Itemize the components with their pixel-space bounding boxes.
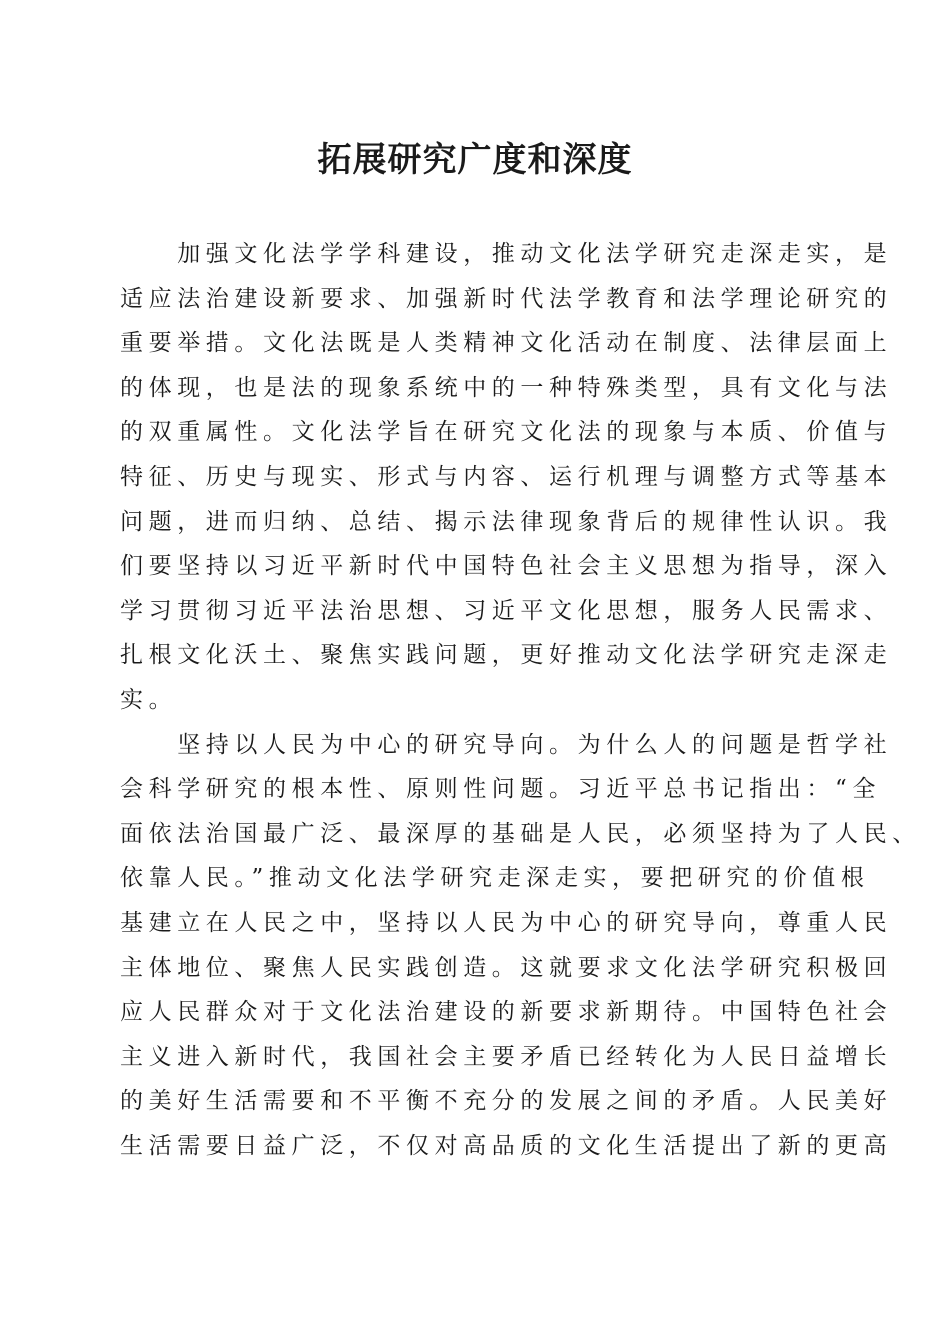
text-line: 面依法治国最广泛、最深厚的基础是人民，必须坚持为了人民、 bbox=[120, 820, 921, 847]
text-line: 依靠人民。”推动文化法学研究走深走实，要把研究的价值根 bbox=[120, 865, 870, 892]
paragraph-2 bbox=[120, 723, 921, 1169]
text-line: 问题，进而归纳、总结、揭示法律现象背后的规律性认识。我 bbox=[120, 508, 893, 535]
text-line: 的体现，也是法的现象系统中的一种特殊类型，具有文化与法 bbox=[120, 374, 893, 401]
text-line: 们要坚持以习近平新时代中国特色社会主义思想为指导，深入 bbox=[120, 553, 893, 580]
text-line: 加强文化法学学科建设，推动文化法学研究走深走实，是 bbox=[120, 241, 893, 267]
text-line: 基建立在人民之中，坚持以人民为中心的研究导向，尊重人民 bbox=[120, 909, 893, 936]
text-line: 的美好生活需要和不平衡不充分的发展之间的矛盾。人民美好 bbox=[120, 1088, 893, 1115]
paragraph-1 bbox=[120, 232, 893, 723]
text-line: 主义进入新时代，我国社会主要矛盾已经转化为人民日益增长 bbox=[120, 1043, 893, 1070]
text-line: 扎根文化沃土、聚焦实践问题，更好推动文化法学研究走深走 bbox=[120, 642, 893, 669]
document-body bbox=[120, 232, 921, 1168]
document-title: 拓展研究广度和深度 bbox=[317, 140, 633, 180]
text-line: 学习贯彻习近平法治思想、习近平文化思想，服务人民需求、 bbox=[120, 597, 893, 624]
text-line: 应人民群众对于文化法治建设的新要求新期待。中国特色社会 bbox=[120, 999, 893, 1026]
text-line: 适应法治建设新要求、加强新时代法学教育和法学理论研究的 bbox=[120, 285, 893, 312]
text-line: 重要举措。文化法既是人类精神文化活动在制度、法律层面上 bbox=[120, 330, 893, 357]
text-line: 特征、历史与现实、形式与内容、运行机理与调整方式等基本 bbox=[120, 463, 893, 490]
text-line: 的双重属性。文化法学旨在研究文化法的现象与本质、价值与 bbox=[120, 419, 893, 446]
text-line: 会科学研究的根本性、原则性问题。习近平总书记指出：“全 bbox=[120, 776, 881, 803]
text-line: 生活需要日益广泛，不仅对高品质的文化生活提出了新的更高 bbox=[120, 1132, 893, 1159]
text-line: 主体地位、聚焦人民实践创造。这就要求文化法学研究积极回 bbox=[120, 954, 893, 981]
text-line: 坚持以人民为中心的研究导向。为什么人的问题是哲学社 bbox=[120, 731, 893, 758]
text-line: 实。 bbox=[120, 686, 178, 713]
